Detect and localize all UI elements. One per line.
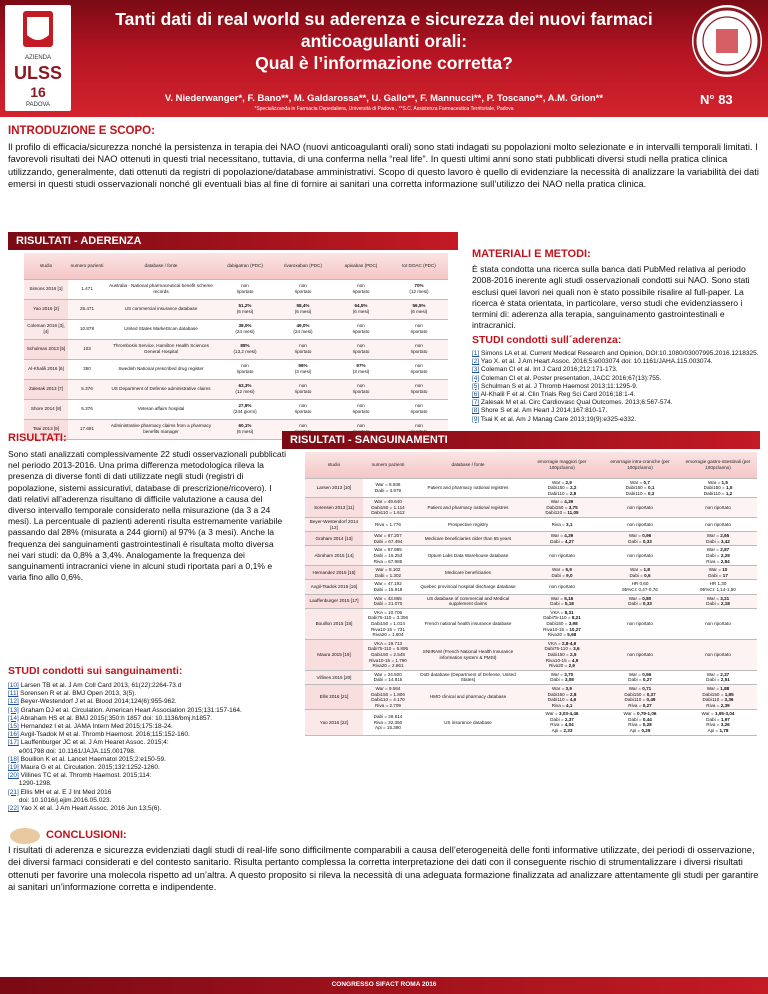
bleeding-table-cell: War = 0,71 Dabi150 = 0,37 Dabi110 = 0,49 Riva = 0,27 xyxy=(601,684,679,709)
poster-number: N° 83 xyxy=(700,92,733,107)
bleeding-table-cell: Sorensen 2013 [11] xyxy=(305,498,363,518)
adherence-ref-ref-link[interactable]: [7] xyxy=(472,399,480,407)
adherence-table-cell: Swedish National prescribed drug register xyxy=(106,359,216,379)
adherence-table-cell: non xyxy=(274,419,332,439)
bleeding-ref-ref-link[interactable]: [22] xyxy=(8,805,19,813)
adherence-table-col-header: apixaban (PDC) xyxy=(332,253,390,279)
bleeding-ref-ref-text: Larsen TB et al. J Am Coll Card 2013, 61(22):2264-73.d xyxy=(18,682,182,689)
adherence-table-cell: non riportato xyxy=(216,279,274,299)
adherence-table-cell: non riportato xyxy=(390,319,448,339)
adherence-ref-ref-text: Coleman CI et al. Int J Card 2016;212:171-173. xyxy=(479,366,618,374)
adherence-table-cell: 49,0% (24 mesi) xyxy=(274,319,332,339)
bleeding-table-cell: non riportato xyxy=(601,498,679,518)
bleeding-table-cell: non riportato xyxy=(523,546,601,566)
bleeding-ref-ref-link[interactable]: [17] xyxy=(8,739,19,747)
adherence-table-cell: 17.691 xyxy=(68,419,106,439)
adherence-ref-ref-text: Coleman CI et al. Poster presentation, JACC 2016;67(13):755. xyxy=(479,374,662,382)
adherence-table-cell: 60,1% (6 mesi) xyxy=(216,419,274,439)
adherence-table-cell: 10.878 xyxy=(68,319,106,339)
bleeding-table-cell: DoD database (Department of Defense, United States) xyxy=(413,670,523,684)
results-text: Sono stati analizzati complessivamente 22 studi osservazionali pubblicati nel periodo 2013-2016. Una prima differenza metodologica rileva la presenza di diverse fonti di dati utilizzate negli studi (registri di popolazione, sistemi assicurativi, database di prescrizione/ricovero). I dati relativi all’aderenza risultano di difficile valutazione a causa del diverso intervallo temporale considerato nella misurazione (da 3 a 24 mesi). La percentuale di pazienti aderenti risulta estremamente variabile passando dal 28% (misurata a 244 giorni) al 97% (a 3 mesi). Anche la frequenza dei sanguinamenti gastrointestinali è risultata molto diversa nei vari studi: da 0,8% a 3,4%. Analogamente la frequenza dei sanguinamenti intracranici viene in alcuni studi riportata pari a 0,1% e varia fino allo 0,6%. xyxy=(8,449,287,583)
bleeding-table-cell: VKA = 19.713 Dabi75-110 = 5.895 Dabi150 = 2.548 Riva10-15 = 1.790 Riva20 = 2.861 xyxy=(363,639,413,670)
adherence-ref-item xyxy=(472,375,760,383)
bleeding-table-row xyxy=(305,670,757,684)
adherence-table-cell: Al-Khalili 2016 [6] xyxy=(24,359,68,379)
bleeding-table-cell: Villines 2015 [20] xyxy=(305,670,363,684)
bleeding-table-cell: War = 67.207 Dabi = 67.494 xyxy=(363,532,413,546)
adherence-table-col-header: numero pazienti xyxy=(68,253,106,279)
results-heading: RISULTATI: xyxy=(8,432,67,444)
bleeding-table-cell: War = 2,9 Dabi150 = 2,2 Dabi110 = 2,8 xyxy=(523,478,601,498)
adherence-table-cell: non riportato xyxy=(274,279,332,299)
bleeding-table-cell: War = 5,16 Dabi = 5,18 xyxy=(523,594,601,608)
adherence-table-cell: Australia - National pharmaceutical benefit scheme records xyxy=(106,279,216,299)
adherence-table-cell: Simons 2016 [1] xyxy=(24,279,68,299)
bleeding-table-cell: non riportato xyxy=(679,608,757,639)
bleeding-ref-ref-link[interactable]: [12] xyxy=(8,698,19,706)
adherence-ref-item xyxy=(472,358,760,366)
bleeding-table-cell: War = 10 Dabi = 17 xyxy=(679,566,757,580)
adherence-table-cell: 56,5% (6 mesi) xyxy=(390,299,448,319)
adherence-ref-item xyxy=(472,350,760,358)
bleeding-ref-item xyxy=(8,797,293,805)
bleeding-table-cell: non riportato xyxy=(601,518,679,532)
bleeding-ref-ref-text: Avgil-Tsadok M et al. Thromb Haemost. 2016;115:152-160. xyxy=(18,731,190,739)
adherence-refs-list xyxy=(472,350,760,424)
adherence-table-col-header: dabigatran (PDC) xyxy=(216,253,274,279)
adherence-table-cell: 5.376 xyxy=(68,379,106,399)
adherence-ref-ref-link[interactable]: [2] xyxy=(472,358,480,366)
bleeding-ref-item xyxy=(8,739,293,747)
bleeding-table-cell: Riva = 3,1 xyxy=(523,518,601,532)
adherence-table-cell: Zalesak 2013 [7] xyxy=(24,379,68,399)
adherence-ref-item xyxy=(472,416,760,424)
adherence-table-row xyxy=(24,399,448,419)
footer: CONGRESSO SIFACT ROMA 2016 xyxy=(0,977,768,994)
bleeding-table-cell: War = 3,70 Dabi = 3,08 xyxy=(523,670,601,684)
bleeding-table-cell: HMO clinical and pharmacy database xyxy=(413,684,523,709)
adherence-ref-item xyxy=(472,383,760,391)
handshake-icon xyxy=(8,824,42,846)
bleeding-table-col-header: studio xyxy=(305,452,363,478)
adherence-table-cell: Administrative pharmacy claims from a pharmacy benefits manager xyxy=(106,419,216,439)
adherence-table-col-header: rivaroxaban (PDC) xyxy=(274,253,332,279)
bleeding-ref-item xyxy=(8,748,293,756)
adherence-table-cell: non riportato xyxy=(390,359,448,379)
bleeding-ref-ref-link[interactable]: [19] xyxy=(8,764,19,772)
bleeding-ref-ref-text: Lauffenburger JC et al. J Am Hearet Assoc. 2015;4: xyxy=(18,739,169,747)
adherence-table-cell: non riportato xyxy=(274,399,332,419)
bleeding-table-cell: War = 9.564 Dabi150 = 1.806 Dabi110 = 4.170 Riva = 2.709 xyxy=(363,684,413,709)
bleeding-table xyxy=(305,452,757,736)
poster-header xyxy=(0,0,768,117)
bleeding-ref-item xyxy=(8,772,293,780)
bleeding-table-cell: War = 1,8 Dabi = 0,6 xyxy=(601,566,679,580)
adherence-table-cell: US commercial insurance database xyxy=(106,299,216,319)
adherence-ref-ref-text: Shore S et al. Am Heart J 2014;167:810-17. xyxy=(479,407,608,415)
bleeding-ref-ref-link[interactable]: [18] xyxy=(8,755,19,763)
bleeding-ref-ref-text: Graham DJ et al. Circulation. American Heart Association 2015;131:157-164. xyxy=(18,706,242,714)
title-line-1: Tanti dati di real world su aderenza e sicurezza dei nuovi farmaci xyxy=(115,9,653,29)
bleeding-ref-item xyxy=(8,715,293,723)
bleeding-ref-ref-text: e001798 doi: 10.1161/JAJA.115.001798. xyxy=(8,747,136,755)
adherence-table-cell: Thrombosis Service, Hamilton Health Sciences General Hospital xyxy=(106,339,216,359)
bleeding-ref-ref-text: Hernandez I et al. JAMA Intern Med 2015;175:18-24. xyxy=(18,723,173,731)
bleeding-table-cell: War = 1,95-3,04 Dabi = 1,97 Riva = 3,26 Api = 1,78 xyxy=(679,710,757,735)
bleeding-table-row xyxy=(305,594,757,608)
adherence-table-cell: non riportato xyxy=(390,399,448,419)
bleeding-table-cell: US database of commercial and Medical supplement claims xyxy=(413,594,523,608)
bleeding-table-row xyxy=(305,546,757,566)
bleeding-ref-ref-link[interactable]: [14] xyxy=(8,714,19,722)
svg-text:AZIENDA: AZIENDA xyxy=(24,55,52,61)
bleeding-ref-ref-text: Villines TC et al. Thromb Haemost. 2015;114: xyxy=(18,772,152,780)
bleeding-ref-ref-link[interactable]: [10] xyxy=(8,682,19,689)
adherence-table-cell: non riportato xyxy=(332,319,390,339)
intro-text: Il profilo di efficacia/sicurezza nonché la persistenza in terapia dei NAO (nuovi anticoagulanti orali) sono stati indagati su popolazioni molto selezionate e in intervalli temporali limitati. I favorevoli risultati dei NAO ottenuti in questi trial necessitano, tuttavia, di una conferma nella “real life”. In questi ultimi anni sono stati pubblicati diversi studi nella pratica clinica utilizzando, generalmente, dati ottenuti da registri di popolazione/database amministrativi. Scopo di questo lavoro è quello di evidenziare la necessità di analizzare la variabilità dei dati emersi in questi studi osservazionali nonché gli eventuali bias al fine di fornire ai sanitari una corretta informazione sull’utilizzo dei NAO nella pratica clinica. xyxy=(8,142,759,189)
bleeding-table-cell: non riportato xyxy=(601,639,679,670)
bleeding-table-cell: War = 2,37 Dabi = 2,51 xyxy=(679,670,757,684)
bleeding-table-cell: French national health insurance database xyxy=(413,608,523,639)
bleeding-table-cell: VKA = 8,31 Dabi75-110 = 8,21 Dabi150 = 3,98 Riva10-15 = 10,27 Riva20 = 5,68 xyxy=(523,608,601,639)
bleeding-ref-ref-text: 1290-1298. xyxy=(8,780,52,788)
bleeding-ref-ref-text: Abraham HS et al. BMJ 2015(;350:h 1857 doi: 10.1136/bmj.h1857. xyxy=(18,714,213,722)
bleeding-table-cell: War = 2,87 Dabi = 2,29 Riva = 2,84 xyxy=(679,546,757,566)
svg-text:16: 16 xyxy=(30,84,46,100)
adherence-table-cell: Coleman 2016 [3], [4] xyxy=(24,319,68,339)
bleeding-table-cell: War = 43.865 Dabi = 21.070 xyxy=(363,594,413,608)
adherence-table-cell: 51,2% (6 mesi) xyxy=(216,299,274,319)
adherence-table-cell: Yao 2016 [2] xyxy=(24,299,68,319)
bleeding-ref-item xyxy=(8,805,293,813)
bleeding-table-cell: Abraham 2015 [14] xyxy=(305,546,363,566)
adherence-table-row xyxy=(24,279,448,299)
adherence-table-row xyxy=(24,379,448,399)
adherence-ref-ref-link[interactable]: [6] xyxy=(472,391,480,399)
bleeding-table-cell: non riportato xyxy=(601,546,679,566)
adherence-table-cell: non riportato xyxy=(332,379,390,399)
adherence-table-cell: non riportato xyxy=(274,379,332,399)
bleeding-table-row xyxy=(305,684,757,709)
bleeding-table-cell: non riportato xyxy=(679,518,757,532)
bleeding-table-cell: War = 49.640 Dabi150 = 1.114 Dabi110 = 1.612 xyxy=(363,498,413,518)
poster-title xyxy=(100,8,668,74)
adherence-ref-item xyxy=(472,399,760,407)
bleeding-table-cell: Prospective registry xyxy=(413,518,523,532)
bleeding-table-cell: War = 0,80 Dabi = 0,33 xyxy=(601,594,679,608)
bleeding-table-cell: Yao 2016 [22] xyxy=(305,710,363,735)
bleeding-table-col-header: emorragie gastro-intestinali (per 100pz/anno) xyxy=(679,452,757,478)
bleeding-table-cell: non riportato xyxy=(601,608,679,639)
seal-icon xyxy=(692,5,762,77)
adherence-table-cell: non riportato xyxy=(274,339,332,359)
adherence-ref-ref-link[interactable]: [8] xyxy=(472,407,480,415)
bleeding-table-cell: Medicare beneficiaries xyxy=(413,566,523,580)
bleeding-ref-item xyxy=(8,698,293,706)
bleeding-table-cell: War = 67.985 Dabi = 16.253 Riva = 67.985 xyxy=(363,546,413,566)
svg-text:ULSS: ULSS xyxy=(13,63,63,83)
adherence-table-col-header: tot DOAC (PDC) xyxy=(390,253,448,279)
bleeding-ref-item xyxy=(8,764,293,772)
bleeding-table-row xyxy=(305,498,757,518)
bleeding-table-cell: Riva = 1.776 xyxy=(363,518,413,532)
methods-heading: MATERIALI E METODI: xyxy=(472,248,591,260)
adherence-table-cell: Schulman 2013 [5] xyxy=(24,339,68,359)
title-line-3: Qual è l’informazione corretta? xyxy=(255,53,513,73)
bleeding-table-cell: Bouillon 2015 [18] xyxy=(305,608,363,639)
bleeding-table-cell: Medicare beneficiaries older than 65 years xyxy=(413,532,523,546)
bleeding-table-cell: Ellis 2016 [21] xyxy=(305,684,363,709)
adherence-table-cell: non riportato xyxy=(216,359,274,379)
adherence-table-cell: 63,3% (12 mesi) xyxy=(216,379,274,399)
adherence-table-cell: 88% (13,2 mesi) xyxy=(216,339,274,359)
adherence-table-cell: non xyxy=(332,419,390,439)
adherence-heading: RISULTATI - ADERENZA xyxy=(8,232,458,250)
adherence-table-cell: 58,4% (6 mesi) xyxy=(274,299,332,319)
conclusions-text: I risultati di aderenza e sicurezza evidenziati dagli studi di real-life sono difficilmente comparabili a causa dell’eterogeneità delle fonti informative utilizzate, dei periodi di osservazione, dei diversi farmaci considerati e del contesto sanitario. Risulta pertanto complessa la corretta interpretazione dei dati con il conseguente rischio di strumentalizzare i diversi risultati ottenuti per favorire una molecola rispetto ad un’altra. A questo proposito si rileva la necessità di una adeguata formazione finalizzata ad analizzare attentamente gli studi per garantire ai sanitari un’informazione corretta e indipendente. xyxy=(8,845,759,893)
adherence-ref-ref-text: Schulman S et al. J Thromb Haemost 2013;11:1295-9. xyxy=(479,382,638,390)
adherence-table-cell: 103 xyxy=(68,339,106,359)
bleeding-table-cell: War = 47.192 Dabi = 15.918 xyxy=(363,580,413,594)
adherence-table-cell: 5.376 xyxy=(68,399,106,419)
bleeding-table-cell: Lauffenburger 2015 [17] xyxy=(305,594,363,608)
intro-heading: INTRODUZIONE E SCOPO: xyxy=(8,125,155,137)
bleeding-table-row xyxy=(305,608,757,639)
adherence-table-cell: Veteran affairs hospital xyxy=(106,399,216,419)
adherence-table-cell: US Department of Defense administrative claims xyxy=(106,379,216,399)
bleeding-table-cell: War = 8.102 Dabi = 1.302 xyxy=(363,566,413,580)
adherence-ref-ref-text: Yao X. et al. J Am Heart Assoc. 2016;5:e003074 doi: 10.1161/JAHA.115.003074. xyxy=(479,358,713,366)
bleeding-refs-heading: STUDI condotti sui sanguinamenti: xyxy=(8,665,183,677)
bleeding-ref-ref-text: Sorensen R et al. BMJ Open 2013, 3(5). xyxy=(18,690,137,698)
bleeding-table-row xyxy=(305,639,757,670)
bleeding-table-row xyxy=(305,478,757,498)
bleeding-ref-ref-link[interactable]: [21] xyxy=(8,788,19,796)
bleeding-table-row xyxy=(305,580,757,594)
adherence-ref-ref-link[interactable]: [3] xyxy=(472,366,480,374)
bleeding-ref-ref-link[interactable]: [15] xyxy=(8,723,19,731)
adherence-table-cell: Shore 2014 [8] xyxy=(24,399,68,419)
bleeding-table-cell: non riportato xyxy=(523,580,601,594)
bleeding-table-cell: Patient and pharmacy national registres xyxy=(413,478,523,498)
bleeding-table-cell: Hernandez 2015 [15] xyxy=(305,566,363,580)
adherence-ref-ref-text: Tsai K et al. Am J Manag Care 2013;19(9):e325-e332. xyxy=(479,415,637,423)
bleeding-table-cell: Dabi = 28.614 Riva = 32.350 Api = 15.390 xyxy=(363,710,413,735)
adherence-table-cell: non riportato xyxy=(332,339,390,359)
bleeding-ref-ref-text: Maura G et al. Circulation. 2015;132:1252-1260. xyxy=(18,764,160,772)
bleeding-table-cell: War = 3,9 Dabi150 = 2,8 Dabi110 = 4,6 Riva = 4,1 xyxy=(523,684,601,709)
bleeding-table-cell: Patient and pharmacy national registres xyxy=(413,498,523,518)
bleeding-ref-ref-text: doi: 10.1016/j.ejim.2016.05.023. xyxy=(8,796,112,804)
adherence-table-row xyxy=(24,299,448,319)
adherence-table-row xyxy=(24,359,448,379)
adherence-ref-ref-text: Simons LA et al. Current Medical Research and Opinion, DOI:10.1080/03007995.2016.1218325. xyxy=(479,350,759,357)
adherence-table-col-header: database / fonte xyxy=(106,253,216,279)
bleeding-table-row xyxy=(305,518,757,532)
adherence-ref-ref-link[interactable]: [1] xyxy=(472,350,480,357)
bleeding-heading: RISULTATI - SANGUINAMENTI xyxy=(282,431,760,449)
bleeding-table-cell: US insurance database xyxy=(413,710,523,735)
bleeding-table-cell: HR 0,60 95%CI: 0,47-0,76 xyxy=(601,580,679,594)
adherence-table-cell: 64,5% (6 mesi) xyxy=(332,299,390,319)
adherence-ref-ref-text: Zalesak M et al. Circ Cardiovasc Qual Outcomes. 2013;6:567-574. xyxy=(479,399,673,407)
bleeding-table-cell: War = 0,96 Dabi = 0,33 xyxy=(601,532,679,546)
bleeding-table-cell: VKA = 2,8-4,9 Dabi75-110 = 3,6 Dabi150 = 2,5 Riva10-15 = 4,9 Riva20 = 2,9 xyxy=(523,639,601,670)
bleeding-table-cell: War = 0,56 Dabi = 0,27 xyxy=(601,670,679,684)
bleeding-table-col-header: emorragie intra-craniche (per 100pz/anno) xyxy=(601,452,679,478)
adherence-table-cell: 70% (12 mesi) xyxy=(390,279,448,299)
bleeding-table-cell: HR 1,30 95%CI: 1,14-1,50 xyxy=(679,580,757,594)
bleeding-ref-item xyxy=(8,780,293,788)
adherence-table-cell: 97% (3 mesi) xyxy=(332,359,390,379)
bleeding-table-row xyxy=(305,710,757,735)
bleeding-table-cell: Quebec provincial hospital discharge database xyxy=(413,580,523,594)
authors: V. Niederwanger*, F. Bano**, M. Galdarossa**, U. Gallo**, F. Mannucci**, P. Toscano**, A.M. Grion** xyxy=(164,93,604,104)
bleeding-table-cell: Beyer-Westendorf 2014 [12] xyxy=(305,518,363,532)
bleeding-ref-item xyxy=(8,756,293,764)
adherence-table-cell: 26.471 xyxy=(68,299,106,319)
bleeding-table-col-header: numero pazienti xyxy=(363,452,413,478)
bleeding-table-cell: War = 8.936 Dabi = 4.978 xyxy=(363,478,413,498)
bleeding-ref-ref-link[interactable]: [11] xyxy=(8,690,19,698)
bleeding-ref-item xyxy=(8,723,293,731)
bleeding-table-cell: Maura 2015 [19] xyxy=(305,639,363,670)
adherence-table-cell: 27,8% (244 giorni) xyxy=(216,399,274,419)
bleeding-table-cell: Optum Labs Data Warehouse database xyxy=(413,546,523,566)
bleeding-table-cell: non riportato xyxy=(679,639,757,670)
bleeding-table-cell: War = 4,39 Dabi = 4,27 xyxy=(523,532,601,546)
bleeding-table-cell: Avgil-Tsadok 2015 [16] xyxy=(305,580,363,594)
bleeding-ref-ref-link[interactable]: [16] xyxy=(8,731,19,739)
adherence-ref-ref-link[interactable]: [4] xyxy=(472,374,480,382)
bleeding-ref-item xyxy=(8,690,293,698)
bleeding-table-col-header: database / fonte xyxy=(413,452,523,478)
adherence-table xyxy=(24,253,448,440)
adherence-table-cell: United States MarketScan database xyxy=(106,319,216,339)
bleeding-table-cell: War = 0,79-1,06 Dabi = 0,44 Riva = 0,28 Api = 0,29 xyxy=(601,710,679,735)
adherence-ref-item xyxy=(472,366,760,374)
bleeding-table-cell: SNIIRAM (French National Health Insurance information system & PMSI) xyxy=(413,639,523,670)
bleeding-ref-item xyxy=(8,707,293,715)
bleeding-table-cell: VKA = 10.705 Dabi75-110 = 3.356 Dabi150 = 1.014 Riva10-15 = 731 Riva20 = 1.604 xyxy=(363,608,413,639)
methods-text: È stata condotta una ricerca sulla banca dati PubMed relativa al periodo 2008-2016 inerente agli studi osservazionali condotti sui NAO. Sono stati esclusi quei lavori nei quali non è stato possibile risalire al full-paper. La ricerca è stata orientata, in particolare, verso studi che evidenziassero i termini di: aderenza alla terapia, sanguinamento gastrointestinali e intracranici. xyxy=(472,264,750,331)
adherence-refs-heading: STUDI condotti sull´aderenza: xyxy=(472,334,622,346)
adherence-table-cell: non xyxy=(390,419,448,439)
adherence-ref-item xyxy=(472,407,760,415)
bleeding-ref-ref-text: Yao X et al. J Am Heart Assoc. 2016 Jun 13;5(6). xyxy=(18,805,162,813)
adherence-table-cell: 96% (3 mesi) xyxy=(274,359,332,379)
bleeding-ref-item xyxy=(8,789,293,797)
bleeding-ref-ref-text: Ellis MH et al. E J Int Med 2016 xyxy=(18,788,112,796)
adherence-table-cell: non riportato xyxy=(390,379,448,399)
bleeding-refs-list xyxy=(8,682,293,813)
adherence-table-cell: Tsai 2013 [9] xyxy=(24,419,68,439)
adherence-table-cell: 38,0% (24 mesi) xyxy=(216,319,274,339)
adherence-ref-ref-text: Al-Khalil F et al. Clin Trials Reg Sci Card 2016;18:1-4. xyxy=(479,391,636,399)
bleeding-table-cell: War = 4,39 Dabi150 = 3,75 Dabi110 = 11,05 xyxy=(523,498,601,518)
bleeding-ref-ref-text: Bouillon K et al. Lancet Haematol 2015;2:e150-59. xyxy=(18,755,166,763)
bleeding-table-col-header: emorragie maggiori (per 100pz/anno) xyxy=(523,452,601,478)
bleeding-table-cell: War = 24.500 Dabi = 14.815 xyxy=(363,670,413,684)
adherence-ref-item xyxy=(472,391,760,399)
bleeding-ref-ref-text: Beyer-Westendorf J et al. Blood 2014;124(6):955-962. xyxy=(18,698,177,706)
adherence-table-cell: non riportato xyxy=(332,399,390,419)
bleeding-table-cell: War = 2,65 Dabi = 3,42 xyxy=(679,532,757,546)
svg-text:PADOVA: PADOVA xyxy=(25,102,51,108)
bleeding-table-cell: Graham 2014 [13] xyxy=(305,532,363,546)
bleeding-table-cell: War = 5,9 Dabi = 9,0 xyxy=(523,566,601,580)
university-seal-logo xyxy=(692,5,762,77)
bleeding-table-cell: War = 3,21 Dabi = 2,18 xyxy=(679,594,757,608)
affiliation: *Specializzanda in Farmacia Ospedaliera, Università di Padova , **S.C. Assistenza Farmaceutica Territoriale, Padova xyxy=(254,106,514,112)
adherence-table-cell: non riportato xyxy=(390,339,448,359)
adherence-table-row xyxy=(24,319,448,339)
adherence-ref-ref-link[interactable]: [5] xyxy=(472,382,480,390)
bleeding-table-cell: War = 3,03-4,46 Dabi = 2,37 Riva = 4,04 Api = 2,33 xyxy=(523,710,601,735)
bleeding-table-cell: non riportato xyxy=(679,498,757,518)
adherence-table-row xyxy=(24,339,448,359)
bleeding-table-row xyxy=(305,566,757,580)
bleeding-table-cell: War = 1,88 Dabi150 = 1,85 Dabi110 = 3,36 Riva = 2,39 xyxy=(679,684,757,709)
bleeding-ref-item xyxy=(8,731,293,739)
adherence-ref-ref-link[interactable]: [9] xyxy=(472,415,480,423)
adherence-table-cell: 350 xyxy=(68,359,106,379)
bleeding-table-cell: War = 1,5 Dabi150 = 1,5 Dabi110 = 1,2 xyxy=(679,478,757,498)
bleeding-ref-ref-link[interactable]: [13] xyxy=(8,706,19,714)
bleeding-table-cell: Larsen 2013 [10] xyxy=(305,478,363,498)
adherence-table-cell: 1.471 xyxy=(68,279,106,299)
bleeding-table-cell: War = 0,7 Dabi150 = 0,1 Dabi110 = 0,3 xyxy=(601,478,679,498)
bleeding-ref-ref-link[interactable]: [20] xyxy=(8,772,19,780)
adherence-table-cell: non riportato xyxy=(332,279,390,299)
bleeding-table-row xyxy=(305,532,757,546)
conclusions-heading: CONCLUSIONI: xyxy=(46,829,127,841)
adherence-table-col-header: studio xyxy=(24,253,68,279)
title-line-2: anticoagulanti orali: xyxy=(300,31,468,51)
bleeding-ref-item xyxy=(8,682,293,690)
